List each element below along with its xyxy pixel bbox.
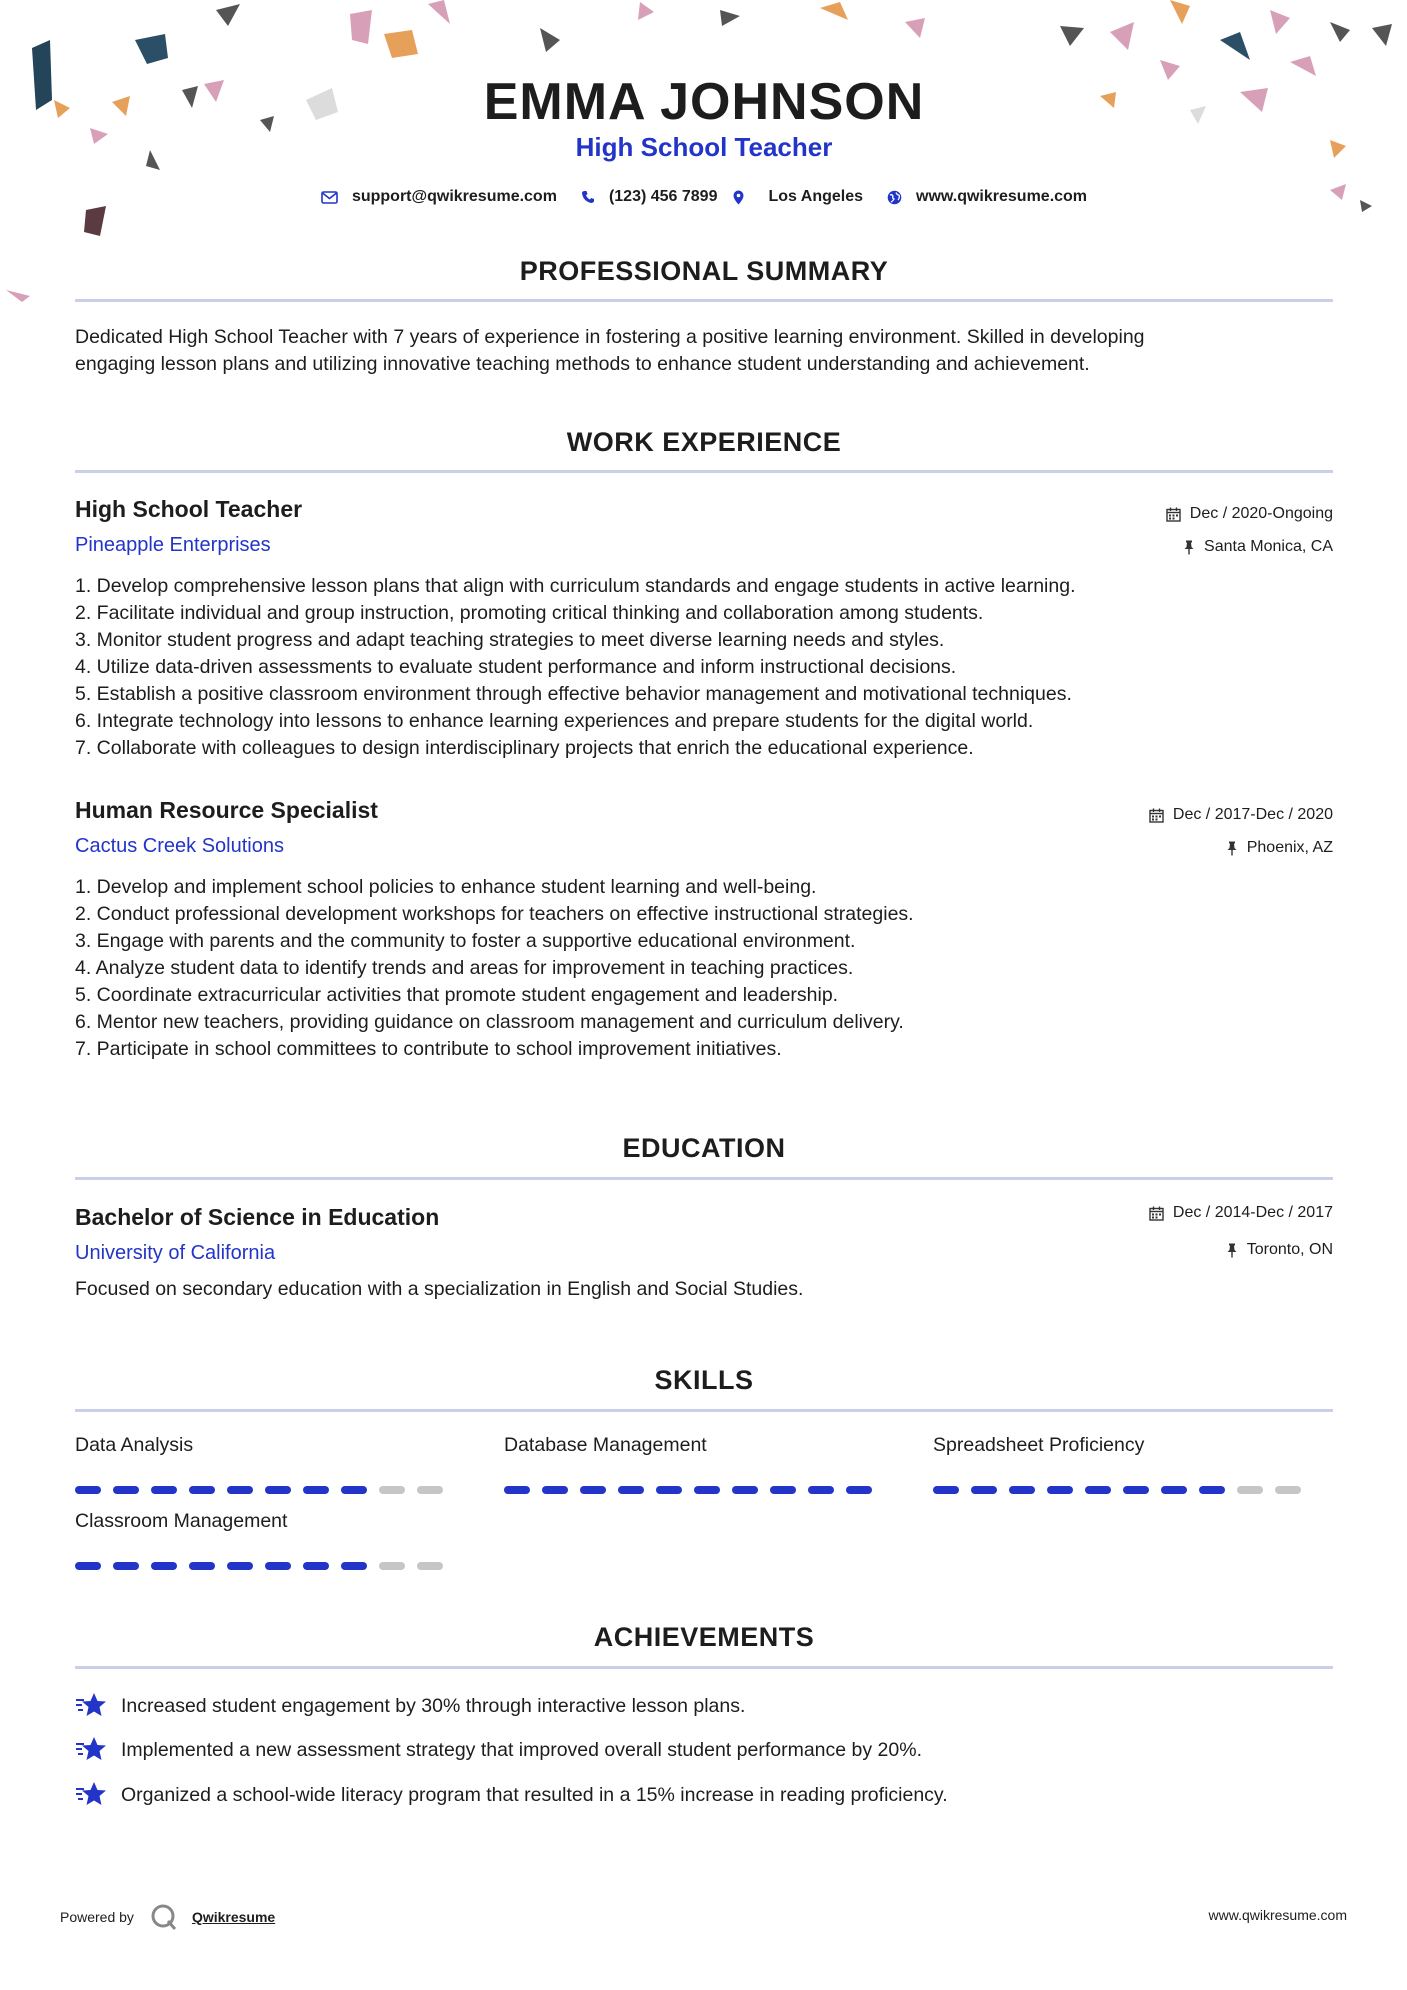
skill-segment-empty [379,1562,405,1570]
mail-icon [321,191,338,204]
job-dates [1166,505,1333,523]
star-icon [75,1692,107,1720]
experience-divider [75,470,1333,473]
pin-icon [1226,841,1238,856]
skill-segment-filled [341,1486,367,1494]
footer-website[interactable]: www.qwikresume.com [1208,1907,1347,1923]
job-location [1226,839,1333,857]
skill-segment-filled [189,1486,215,1494]
skill-segment-filled [808,1486,834,1494]
dates-text: Dec / 2014-Dec / 2017 [1172,1204,1333,1221]
skill-segment-filled [303,1486,329,1494]
job-dates [1149,806,1333,824]
degree-title: Bachelor of Science in Education [75,1204,440,1230]
list-item: 1. Develop and implement school policies to enhance student learning and well-being. [75,876,817,898]
map-pin-icon [733,190,744,205]
skill-segment-filled [618,1486,644,1494]
list-item: 5. Establish a positive classroom environment through effective behavior management and motivational techniques. [75,683,1072,705]
skill-segment-filled [1161,1486,1187,1494]
footer-powered-by [60,1903,275,1931]
qwikresume-logo-icon [150,1903,178,1931]
calendar-icon [1149,1206,1164,1221]
location-text: Santa Monica, CA [1204,538,1333,555]
skill-item [75,1510,455,1570]
skill-segment-empty [417,1562,443,1570]
skill-segment-filled [656,1486,682,1494]
experience-heading: WORK EXPERIENCE [566,427,842,457]
skill-rating-bar [75,1486,455,1494]
skill-rating-bar [75,1562,455,1570]
skill-segment-filled [151,1562,177,1570]
achievement-text: Increased student engagement by 30% through interactive lesson plans. [121,1694,746,1717]
list-item: 1. Develop comprehensive lesson plans that align with curriculum standards and engage students in active learning. [75,575,1076,597]
star-icon [75,1781,107,1809]
education-dates [1149,1204,1333,1222]
star-icon [75,1736,107,1764]
job-duties [75,573,1076,762]
summary-line: engaging lesson plans and utilizing innovative teaching methods to enhance student understanding and achievement. [75,353,1090,375]
skill-segment-filled [151,1486,177,1494]
location-text: Phoenix, AZ [1246,839,1333,856]
pin-icon [1183,540,1195,555]
skill-segment-empty [417,1486,443,1494]
summary-heading: PROFESSIONAL SUMMARY [519,256,889,286]
education-description: Focused on secondary education with a specialization in English and Social Studies. [75,1278,804,1300]
list-item: 4. Analyze student data to identify trends and areas for improvement in teaching practices. [75,957,854,979]
job-title: Human Resource Specialist [75,797,378,823]
skills-heading: SKILLS [654,1365,754,1395]
skill-segment-filled [933,1486,959,1494]
list-item: 2. Facilitate individual and group instruction, promoting critical thinking and collaboration among students. [75,602,984,624]
achievement-item [75,1736,922,1764]
school-name: University of California [75,1242,276,1264]
skill-name: Data Analysis [75,1434,194,1456]
achievement-text: Implemented a new assessment strategy that improved overall student performance by 20%. [121,1738,922,1761]
skill-item [504,1434,884,1494]
website-text: www.qwikresume.com [916,188,1088,205]
skill-segment-filled [580,1486,606,1494]
list-item: 4. Utilize data-driven assessments to evaluate student performance and inform instructional decisions. [75,656,957,678]
skill-segment-filled [1085,1486,1111,1494]
skill-segment-filled [341,1562,367,1570]
skill-segment-filled [75,1562,101,1570]
summary-text [75,324,1333,378]
skill-segment-filled [75,1486,101,1494]
job-location [1183,538,1333,556]
powered-by-text: Powered by [60,1909,134,1925]
skill-segment-filled [265,1562,291,1570]
achievement-item [75,1781,948,1809]
skill-segment-filled [1047,1486,1073,1494]
skill-item [75,1434,455,1494]
list-item: 7. Participate in school committees to contribute to school improvement initiatives. [75,1038,782,1060]
skill-segment-filled [303,1562,329,1570]
phone-icon [581,190,595,204]
skill-segment-filled [1123,1486,1149,1494]
skill-rating-bar [504,1486,884,1494]
pin-icon [1226,1243,1238,1258]
list-item: 2. Conduct professional development workshops for teachers on effective instructional strategies. [75,903,914,925]
globe-icon [887,190,902,205]
skill-segment-filled [694,1486,720,1494]
skill-segment-filled [189,1562,215,1570]
list-item: 5. Coordinate extracurricular activities that promote student engagement and leadership. [75,984,839,1006]
company-name: Pineapple Enterprises [75,534,271,556]
contact-phone[interactable] [581,188,718,206]
skill-segment-filled [542,1486,568,1494]
contact-location [733,188,863,206]
achievements-divider [75,1666,1333,1669]
achievement-text: Organized a school-wide literacy program that resulted in a 15% increase in reading proficiency. [121,1783,948,1806]
skill-name: Classroom Management [75,1510,288,1532]
education-divider [75,1177,1333,1180]
skills-divider [75,1409,1333,1412]
phone-text: (123) 456 7899 [608,188,718,205]
skill-segment-filled [971,1486,997,1494]
skill-segment-filled [227,1486,253,1494]
skill-segment-empty [1237,1486,1263,1494]
summary-line: Dedicated High School Teacher with 7 years of experience in fostering a positive learning environment. Skilled in developing [75,326,1145,348]
skill-segment-filled [113,1486,139,1494]
skill-segment-filled [770,1486,796,1494]
candidate-name: EMMA JOHNSON [483,73,925,131]
achievement-item [75,1692,745,1720]
location-text: Toronto, ON [1246,1241,1333,1258]
contact-website[interactable] [887,188,1087,206]
list-item: 6. Mentor new teachers, providing guidance on classroom management and curriculum delivery. [75,1011,904,1033]
job-title: High School Teacher [75,496,303,522]
company-name: Cactus Creek Solutions [75,835,284,857]
contact-bar [75,188,1333,206]
skill-rating-bar [933,1486,1313,1494]
calendar-icon [1166,507,1181,522]
education-location [1226,1241,1333,1259]
skill-name: Database Management [504,1434,707,1456]
skill-segment-empty [1275,1486,1301,1494]
dates-text: Dec / 2017-Dec / 2020 [1172,806,1333,823]
candidate-title: High School Teacher [575,132,833,162]
skill-segment-filled [1199,1486,1225,1494]
skill-segment-filled [504,1486,530,1494]
calendar-icon [1149,808,1164,823]
skill-segment-filled [265,1486,291,1494]
summary-divider [75,299,1333,302]
skill-name: Spreadsheet Proficiency [933,1434,1145,1456]
location-text: Los Angeles [768,188,864,205]
contact-email[interactable] [321,188,557,206]
list-item: 3. Monitor student progress and adapt teaching strategies to meet diverse learning needs and styles. [75,629,945,651]
list-item: 3. Engage with parents and the community to foster a supportive educational environment. [75,930,856,952]
skill-segment-filled [846,1486,872,1494]
skill-segment-empty [379,1486,405,1494]
skill-segment-filled [1009,1486,1035,1494]
skill-segment-filled [113,1562,139,1570]
education-heading: EDUCATION [622,1133,786,1163]
achievements-heading: ACHIEVEMENTS [593,1622,815,1652]
qwikresume-link[interactable]: Qwikresume [191,1909,276,1925]
list-item: 7. Collaborate with colleagues to design interdisciplinary projects that enrich the educational experience. [75,737,974,759]
email-text: support@qwikresume.com [351,188,557,205]
skill-item [933,1434,1313,1494]
dates-text: Dec / 2020-Ongoing [1189,505,1333,522]
job-duties [75,874,914,1063]
list-item: 6. Integrate technology into lessons to enhance learning experiences and prepare students for the digital world. [75,710,1034,732]
skill-segment-filled [227,1562,253,1570]
skill-segment-filled [732,1486,758,1494]
